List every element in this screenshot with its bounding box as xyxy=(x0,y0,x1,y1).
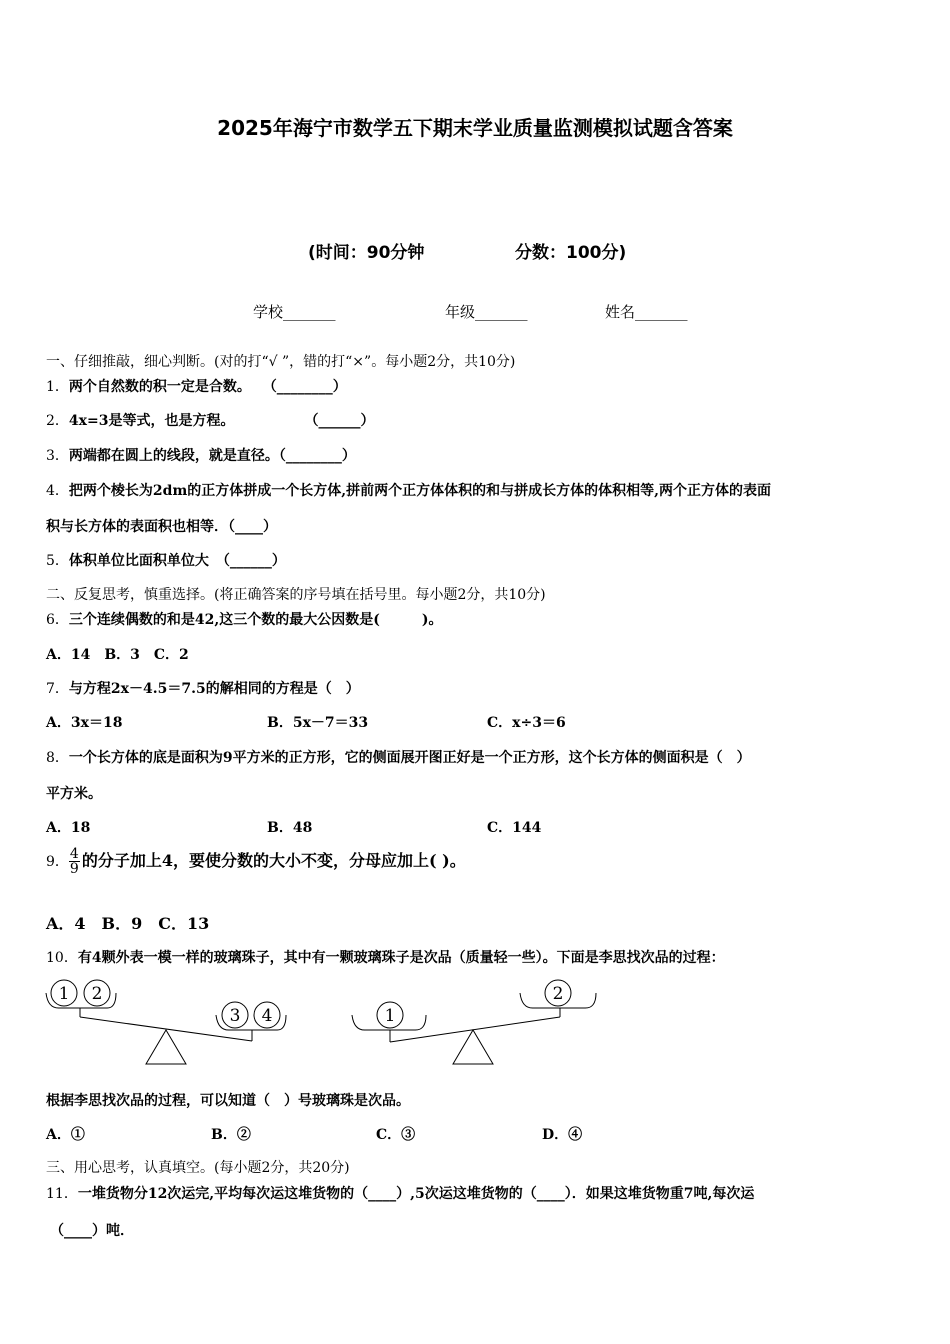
balance-scales-figure xyxy=(40,975,610,1070)
question-number: 11． xyxy=(46,1186,78,1202)
question-5 xyxy=(46,550,286,570)
question-text: 4x=3是等式，也是方程。 （______） xyxy=(68,413,375,429)
section3-heading: 三、用心思考，认真填空。(每小题2分，共20分) xyxy=(46,1160,350,1176)
option-a: A．18 xyxy=(46,820,91,836)
left-balance-scale xyxy=(46,980,286,1064)
question-number: 3． xyxy=(46,448,69,464)
fraction-numerator: 4 xyxy=(69,846,79,862)
question-9-options: A．4 B．9 C．13 xyxy=(46,914,210,933)
name-field: 姓名_______ xyxy=(605,303,688,321)
question-number: 4． xyxy=(46,483,69,499)
section2-heading: 二、反复思考，慎重选择。(将正确答案的序号填在括号里。每小题2分，共10分) xyxy=(46,587,546,603)
question-text: 两端都在圆上的线段，就是直径。（________） xyxy=(68,448,356,464)
question-number: 10． xyxy=(46,950,78,966)
option-d: D．④ xyxy=(542,1127,583,1143)
fraction xyxy=(69,847,80,876)
question-text: 积与长方体的表面积也相等．（____） xyxy=(46,519,277,535)
question-7 xyxy=(46,678,360,698)
question-1 xyxy=(46,376,347,396)
question-2 xyxy=(46,410,374,430)
option-c: C．③ xyxy=(376,1127,416,1143)
option-b: B．48 xyxy=(267,820,313,836)
right-balance-scale xyxy=(352,980,596,1064)
question-4 xyxy=(46,480,771,500)
option-b: B．② xyxy=(211,1127,251,1143)
question-text: 三个连续偶数的和是42,这三个数的最大公因数是( )。 xyxy=(68,612,443,628)
exam-score: 分数：100分) xyxy=(515,243,627,263)
question-3 xyxy=(46,445,356,465)
question-11 xyxy=(46,1183,754,1203)
question-10-prompt xyxy=(46,1090,410,1110)
question-8 xyxy=(46,747,751,767)
page-title: 2025年海宁市数学五下期末学业质量监测模拟试题含答案 xyxy=(217,116,733,140)
ball-label: 3 xyxy=(229,1006,241,1026)
question-8-continued xyxy=(46,783,102,803)
grade-field: 年级_______ xyxy=(445,303,528,321)
question-text: 一堆货物分12次运完,平均每次运这堆货物的（____）,5次运这堆货物的（____）．如果这堆货物重7吨,每次运 xyxy=(77,1186,755,1202)
question-6-options: A．14 B．3 C．2 xyxy=(46,647,189,663)
ball-label: 2 xyxy=(91,984,103,1004)
question-9 xyxy=(46,847,466,876)
question-number: 6． xyxy=(46,612,69,628)
question-text: 与方程2x－4.5＝7.5的解相同的方程是（ ） xyxy=(68,681,360,697)
question-text: （____）吨． xyxy=(50,1223,134,1239)
question-number: 8． xyxy=(46,750,69,766)
option-c: C．x÷3＝6 xyxy=(487,715,566,731)
question-text: 的分子加上4，要使分数的大小不变，分母应加上( )。 xyxy=(81,851,466,870)
section1-heading: 一、仔细推敲，细心判断。(对的打“√ ”，错的打“×”。每小题2分，共10分) xyxy=(46,354,516,370)
question-number: 5． xyxy=(46,553,69,569)
ball-label: 4 xyxy=(261,1006,273,1026)
question-number: 7． xyxy=(46,681,69,697)
right-pan xyxy=(216,1015,286,1030)
ball-label: 1 xyxy=(58,984,70,1004)
option-a: A．3x＝18 xyxy=(46,715,123,731)
question-10 xyxy=(46,947,725,967)
question-11-continued xyxy=(50,1220,134,1240)
left-fulcrum xyxy=(146,1030,186,1064)
left-beam xyxy=(80,1017,252,1041)
question-number: 2． xyxy=(46,413,69,429)
question-text: 有4颗外表一模一样的玻璃珠子，其中有一颗玻璃珠子是次品（质量轻一些）。下面是李思找次品的过程： xyxy=(77,950,725,966)
question-4-continued xyxy=(46,516,277,536)
question-text: 平方米。 xyxy=(46,786,102,802)
question-number: 1． xyxy=(46,379,69,395)
option-c: C．144 xyxy=(487,820,542,836)
question-text: 把两个棱长为2dm的正方体拼成一个长方体,拼前两个正方体体积的和与拼成长方体的体积相等,两个正方体的表面 xyxy=(68,483,772,499)
ball-label: 1 xyxy=(384,1006,396,1026)
option-a: A．① xyxy=(46,1127,85,1143)
option-b: B．5x－7＝33 xyxy=(267,715,369,731)
question-text: 根据李思找次品的过程，可以知道（ ）号玻璃珠是次品。 xyxy=(46,1093,410,1109)
question-text: 体积单位比面积单位大 （______） xyxy=(68,553,286,569)
question-text: 两个自然数的积一定是合数。 （________） xyxy=(68,379,347,395)
school-field: 学校_______ xyxy=(253,303,336,321)
left-pan xyxy=(46,993,116,1008)
exam-time: (时间：90分钟 xyxy=(308,243,425,263)
question-6 xyxy=(46,609,443,629)
fraction-denominator: 9 xyxy=(69,861,79,877)
ball-label: 2 xyxy=(552,984,564,1004)
question-number: 9． xyxy=(46,854,69,870)
right-fulcrum xyxy=(453,1030,493,1064)
right-beam xyxy=(390,1017,560,1042)
question-text: 一个长方体的底是面积为9平方米的正方形，它的侧面展开图正好是一个正方形，这个长方体的侧面积是（ ） xyxy=(68,750,751,766)
